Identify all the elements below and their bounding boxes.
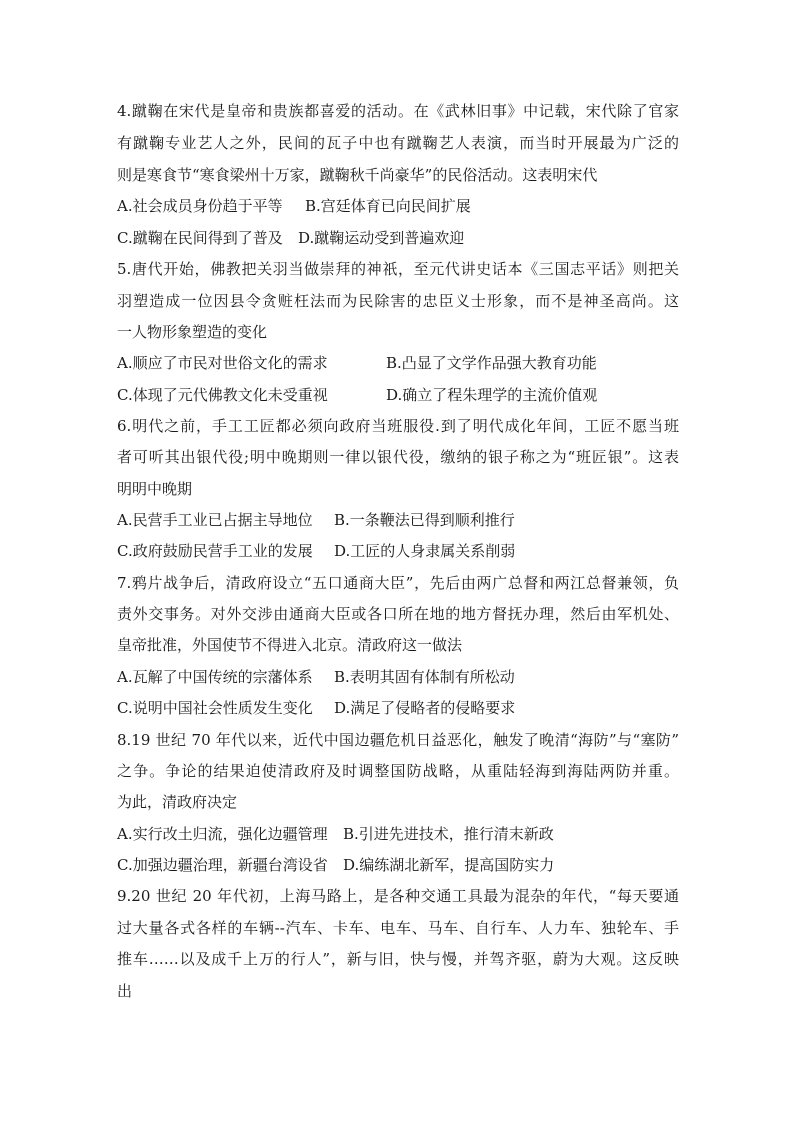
question-8-line-2: 之争。争论的结果迫使清政府及时调整国防战略，从重陆轻海到海陆两防并重。: [117, 762, 679, 780]
question-7-option-b: B.表明其固有体制有所松动: [334, 668, 515, 686]
question-5-line-1: 5.唐代开始，佛教把关羽当做崇拜的神祇，至元代讲史话本《三国志平话》则把关: [117, 260, 679, 278]
question-8-option-d: D.编练湖北新军，提高国防实力: [343, 856, 555, 874]
question-5-line-2: 羽塑造成一位因县令贪赃枉法而为民除害的忠臣义士形象，而不是神圣高尚。这: [117, 292, 679, 310]
question-4-option-a: A.社会成员身份趋于平等: [117, 197, 283, 215]
question-5-line-3: 一人物形象塑造的变化: [117, 323, 268, 341]
question-9-line-2: 过大量各式各样的车辆--汽车、卡车、电车、马车、自行车、人力车、独轮车、手: [117, 919, 679, 937]
question-5-option-c: C.体现了元代佛教文化未受重视: [117, 386, 328, 404]
question-5-option-d: D.确立了程朱理学的主流价值观: [386, 386, 598, 404]
question-4-option-c: C.蹴鞠在民间得到了普及: [117, 229, 283, 247]
question-7-option-a: A.瓦解了中国传统的宗藩体系: [117, 668, 313, 686]
question-9-line-3: 推车……以及成千上万的行人”，新与旧，快与慢，并驾齐驱，蔚为大观。这反映: [117, 950, 679, 968]
question-5-option-a: A.顺应了市民对世俗文化的需求: [117, 354, 328, 372]
question-4-line-3: 则是寒食节“寒食梁州十万家，蹴鞠秋千尚豪华”的民俗活动。这表明宋代: [117, 166, 598, 184]
question-6-option-b: B.一条鞭法已得到顺利推行: [334, 511, 515, 529]
question-6-option-d: D.工匠的人身隶属关系削弱: [334, 542, 516, 560]
question-8-option-b: B.引进先进技术，推行清末新政: [343, 825, 554, 843]
question-6-option-a: A.民营手工业已占据主导地位: [117, 511, 313, 529]
question-7-option-c: C.说明中国社会性质发生变化: [117, 699, 313, 717]
question-8-line-1: 8.19 世纪 70 年代以来，近代中国边疆危机日益恶化，触发了晚清“海防”与“塞防”: [117, 731, 679, 749]
question-9-line-4: 出: [117, 982, 133, 1000]
question-6-line-2: 者可听其出银代役;明中晚期则一律以银代役，缴纳的银子称之为“班匠银”。这表: [117, 448, 679, 466]
question-7-option-d: D.满足了侵略者的侵略要求: [334, 699, 516, 717]
question-7-line-2: 责外交事务。对外交涉由通商大臣或各口所在地的地方督抚办理，然后由军机处、: [117, 605, 679, 623]
question-6-line-1: 6.明代之前，手工工匠都必须向政府当班服役.到了明代成化年间，工匠不愿当班: [117, 417, 679, 435]
question-4-option-d: D.蹴鞠运动受到普遍欢迎: [298, 229, 465, 247]
question-8-line-3: 为此，清政府决定: [117, 793, 238, 811]
question-8-option-c: C.加强边疆治理，新疆台湾设省: [117, 856, 328, 874]
question-7-line-1: 7.鸦片战争后，清政府设立“五口通商大臣”，先后由两广总督和两江总督兼领，负: [117, 574, 679, 592]
question-8-option-a: A.实行改土归流，强化边疆管理: [117, 825, 328, 843]
question-6-line-3: 明明中晚期: [117, 480, 193, 498]
question-6-option-c: C.政府鼓励民营手工业的发展: [117, 542, 313, 560]
question-7-line-3: 皇帝批准，外国使节不得进入北京。清政府这一做法: [117, 636, 463, 654]
question-4-line-2: 有蹴鞠专业艺人之外，民间的瓦子中也有蹴鞠艺人表演，而当时开展最为广泛的: [117, 134, 679, 152]
question-4-option-b: B.宫廷体育已向民间扩展: [305, 197, 471, 215]
question-5-option-b: B.凸显了文学作品强大教育功能: [386, 354, 597, 372]
question-4-line-1: 4.蹴鞠在宋代是皇帝和贵族都喜爱的活动。在《武林旧事》中记载，宋代除了官家: [117, 102, 679, 120]
question-9-line-1: 9.20 世纪 20 年代初，上海马路上，是各种交通工具最为混杂的年代，“每天要通: [117, 887, 679, 905]
